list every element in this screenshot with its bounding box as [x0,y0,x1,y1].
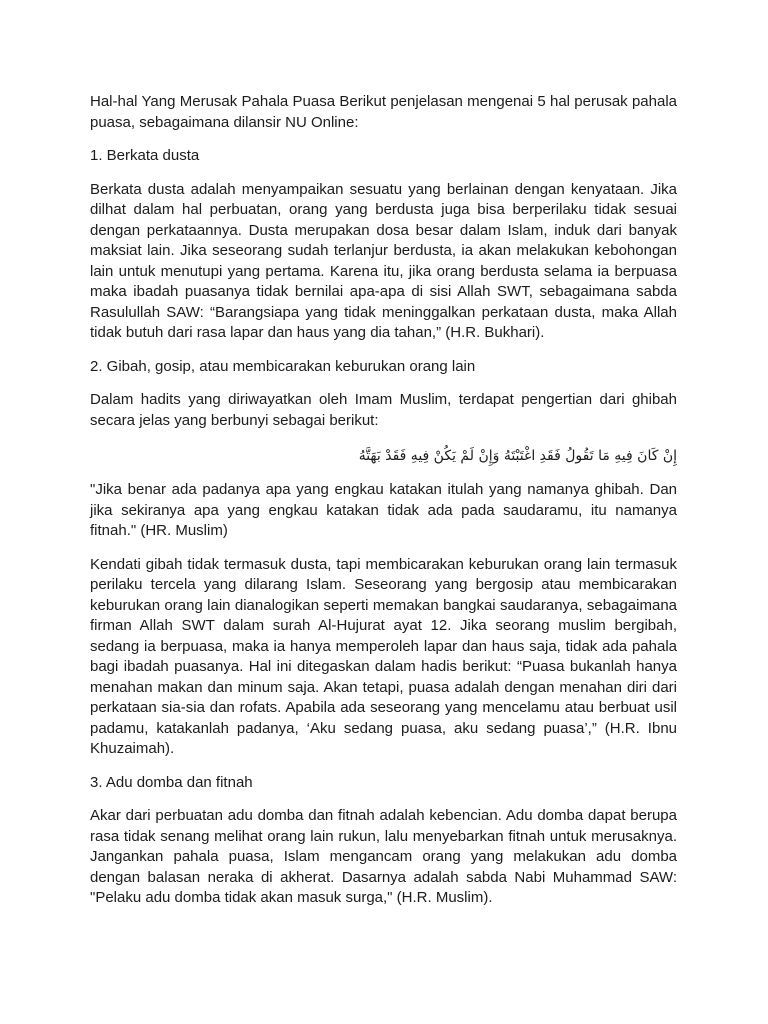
section-2-hadith-translation: "Jika benar ada padanya apa yang engkau katakan itulah yang namanya ghibah. Dan jika sekiranya apa yang engkau katakan tidak ada pada saudaramu, itu namanya fitnah." (HR. Muslim) [90,481,677,539]
section-2-paragraph-intro: Dalam hadits yang diriwayatkan oleh Imam Muslim, terdapat pengertian dari ghibah secara jelas yang berbunyi sebagai berikut: [90,391,677,429]
section-1-paragraph: Berkata dusta adalah menyampaikan sesuatu yang berlainan dengan kenyataan. Jika dilhat dalam hal perbuatan, orang yang berdusta juga bisa berperilaku tidak sesuai dengan perkataannya. Dusta merupakan dosa besar dalam Islam, induk dari banyak maksiat lain. Jika seseorang sudah terlanjur berdusta, ia akan melakukan kebohongan lain untuk menutupi yang pertama. Karena itu, jika orang berdusta selama ia berpuasa maka ibadah puasanya tidak bernilai apa-apa di sisi Allah SWT, sebagaimana sabda Rasulullah SAW: “Barangsiapa yang tidak meninggalkan perkataan dusta, maka Allah tidak butuh dari rasa lapar dan haus yang dia tahan,” (H.R. Bukhari). [90,180,677,341]
document-page [90,92,677,922]
section-2-paragraph-explanation: Kendati gibah tidak termasuk dusta, tapi membicarakan keburukan orang lain termasuk perilaku tercela yang dilarang Islam. Seseorang yang bergosip atau membicarakan keburukan orang lain dianalogikan seperti memakan bangkai saudaranya, sebagaimana firman Allah SWT dalam surah Al-Hujurat ayat 12. Jika seorang muslim bergibah, sedang ia berpuasa, maka ia hanya memperoleh lapar dan haus saja, tidak ada pahala bagi ibadah puasanya. Hal ini ditegaskan dalam hadis berikut: “Puasa bukanlah hanya menahan makan dan minum saja. Akan tetapi, puasa adalah dengan menahan diri dari perkataan sia-sia dan rofats. Apabila ada seseorang yang mencelamu atau berbuat usil padamu, katakanlah padanya, ‘Aku sedang puasa, aku sedang puasa’,” (H.R. Ibnu Khuzaimah). [90,555,677,757]
intro-paragraph: Hal-hal Yang Merusak Pahala Puasa Berikut penjelasan mengenai 5 hal perusak pahala puasa, sebagaimana dilansir NU Online: [90,93,677,131]
section-2-arabic-hadith: إِنْ كَانَ فِيهِ مَا تَقُولُ فَقَدِ اغْتَبْتَهُ وَإِنْ لَمْ يَكُنْ فِيهِ فَقَدْ بَهَتَّهُ [358,448,677,464]
section-1-heading: 1. Berkata dusta [90,147,200,164]
section-2-heading: 2. Gibah, gosip, atau membicarakan keburukan orang lain [90,357,476,375]
section-3-paragraph: Akar dari perbuatan adu domba dan fitnah adalah kebencian. Adu domba dapat berupa rasa tidak senang melihat orang lain rukun, lalu menyebarkan fitnah untuk merusaknya. Jangankan pahala puasa, Islam mengancam orang yang melakukan adu domba dengan balasan neraka di akherat. Dasarnya adalah sabda Nabi Muhammad SAW: "Pelaku adu domba tidak akan masuk surga," (H.R. Muslim). [90,807,677,906]
section-3-heading: 3. Adu domba dan fitnah [90,773,253,791]
